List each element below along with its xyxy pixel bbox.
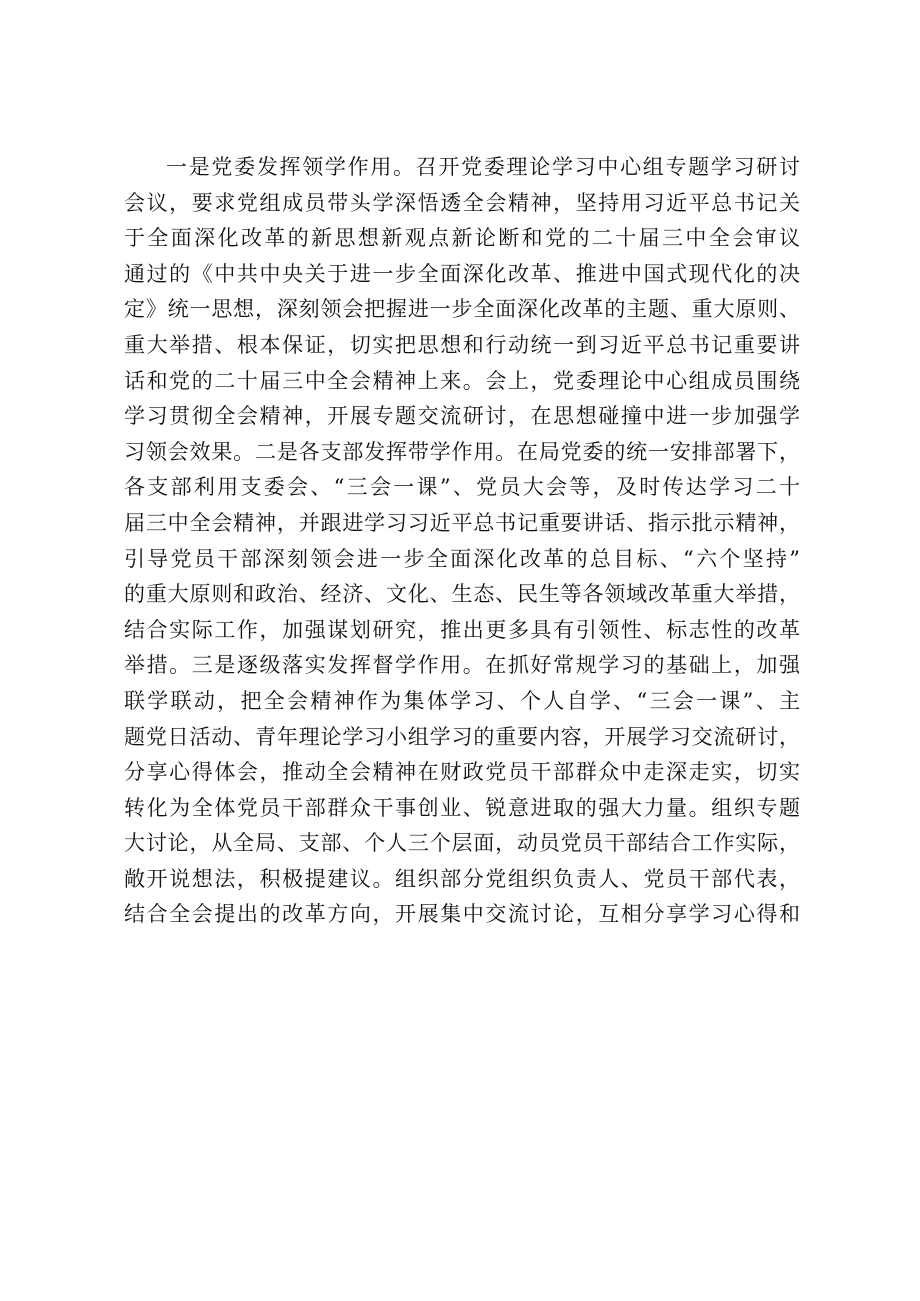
paragraph-line: 一是党委发挥领学作用。召开党委理论学习中心组专题学习研讨 [166,155,800,179]
paragraph-line: 引导党员干部深刻领会进一步全面深化改革的总目标、“六个坚持” [124,546,800,571]
paragraph-line: 的重大原则和政治、经济、文化、生态、民生等各领域改革重大举措， [124,582,800,607]
paragraph-line: 话和党的二十届三中全会精神上来。会上，党委理论中心组成员围绕 [124,368,800,393]
paragraph-line: 联学联动，把全会精神作为集体学习、个人自学、“三会一课”、主 [124,688,800,713]
paragraph-line: 会议，要求党组成员带头学深悟透全会精神，坚持用习近平总书记关 [124,190,800,215]
paragraph-line: 分享心得体会，推动全会精神在财政党员干部群众中走深走实，切实 [124,760,800,785]
paragraph-line: 通过的《中共中央关于进一步全面深化改革、推进中国式现代化的决 [124,261,800,286]
paragraph-line: 题党日活动、青年理论学习小组学习的重要内容，开展学习交流研讨， [124,724,800,749]
body-paragraph [124,150,800,933]
paragraph-line: 学习贯彻全会精神，开展专题交流研讨，在思想碰撞中进一步加强学 [124,404,800,429]
paragraph-line: 结合全会提出的改革方向，开展集中交流讨论，互相分享学习心得和 [124,902,800,927]
paragraph-line: 届三中全会精神，并跟进学习习近平总书记重要讲话、指示批示精神， [124,510,800,535]
paragraph-line: 于全面深化改革的新思想新观点新论断和党的二十届三中全会审议 [124,226,800,251]
paragraph-line: 大讨论，从全局、支部、个人三个层面，动员党员干部结合工作实际， [124,831,800,856]
paragraph-line: 举措。三是逐级落实发挥督学作用。在抓好常规学习的基础上，加强 [124,653,800,678]
paragraph-line: 结合实际工作，加强谋划研究，推出更多具有引领性、标志性的改革 [124,617,800,642]
paragraph-line: 定》统一思想，深刻领会把握进一步全面深化改革的主题、重大原则、 [124,297,800,322]
paragraph-line: 重大举措、根本保证，切实把思想和行动统一到习近平总书记重要讲 [124,332,800,357]
paragraph-line: 敞开说想法，积极提建议。组织部分党组织负责人、党员干部代表， [124,866,800,891]
paragraph-line: 转化为全体党员干部群众干事创业、锐意进取的强大力量。组织专题 [124,795,800,820]
paragraph-line: 各支部利用支委会、“三会一课”、党员大会等，及时传达学习二十 [124,475,800,500]
paragraph-line: 习领会效果。二是各支部发挥带学作用。在局党委的统一安排部署下， [124,439,800,464]
